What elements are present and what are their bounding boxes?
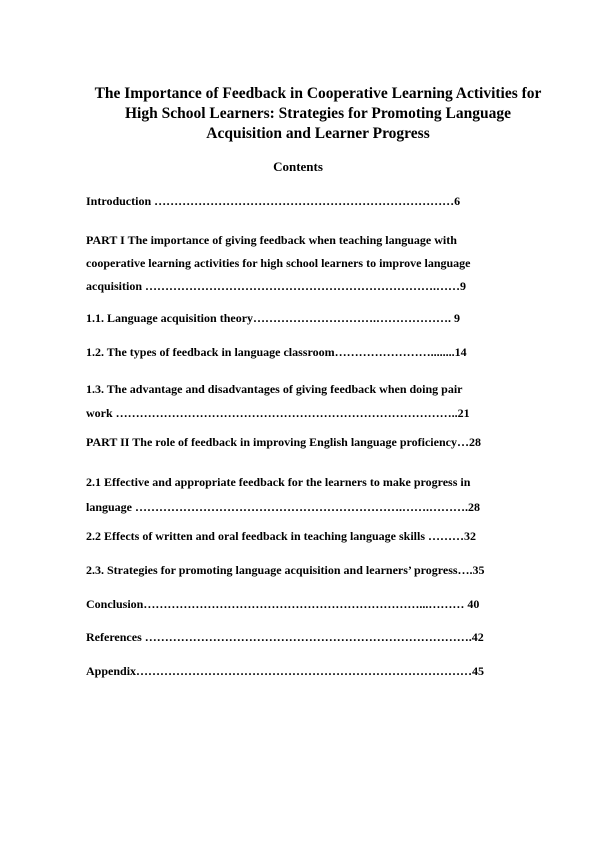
toc-entry-part-1 [86,229,556,298]
toc-entry-2-2 [86,529,556,544]
toc-line: 1.2. The types of feedback in language classroom……………………........14 [86,345,467,359]
toc-line: PART II The role of feedback in improving English language proficiency…28 [86,435,481,449]
toc-line: 1.1. Language acquisition theory………………………….………………. 9 [86,311,461,325]
toc-entry-1-2 [86,345,556,360]
toc-line: Appendix…………………………………………………………………………45 [86,664,485,678]
toc-line: 2.1 Effective and appropriate feedback for the learners to make progress in [86,475,471,489]
toc-line: work …………………………………………………………………………..21 [86,406,470,420]
toc-line: References ……………………………………………………………………….42 [86,630,484,644]
toc-entry-references [86,630,556,645]
contents-heading: Contents [273,159,323,174]
title-line-2: High School Learners: Strategies for Promoting Language [124,105,512,122]
toc-line: Introduction …………………………………………………………………6 [86,194,461,208]
toc-line: PART I The importance of giving feedback when teaching language with [86,233,457,247]
toc-line: cooperative learning activities for high school learners to improve language [86,256,471,270]
toc-line: Conclusion……………………………………………………………...……… 40 [86,597,480,611]
document-title [70,84,566,144]
toc-entry-conclusion [86,597,556,612]
toc-entry-1-1 [86,311,556,326]
toc-line: 2.2 Effects of written and oral feedback in teaching language skills ………32 [86,529,476,543]
title-line-3: Acquisition and Learner Progress [206,125,430,142]
toc-entry-introduction [86,194,556,209]
title-line-1: The Importance of Feedback in Cooperative Learning Activities for [94,85,542,102]
toc-line: acquisition ……………………………………………………………….……9 [86,279,467,293]
toc-line: language ………………………………………………………….…….……….28 [86,500,481,514]
toc-line: 1.3. The advantage and disadvantages of giving feedback when doing pair [86,382,463,396]
toc-entry-part-2 [86,435,556,450]
toc-entry-1-3 [86,377,556,425]
toc-entry-appendix [86,664,556,679]
toc-line: 2.3. Strategies for promoting language acquisition and learners’ progress….35 [86,563,485,577]
toc-entry-2-1 [86,470,556,520]
toc-entry-2-3 [86,563,556,578]
